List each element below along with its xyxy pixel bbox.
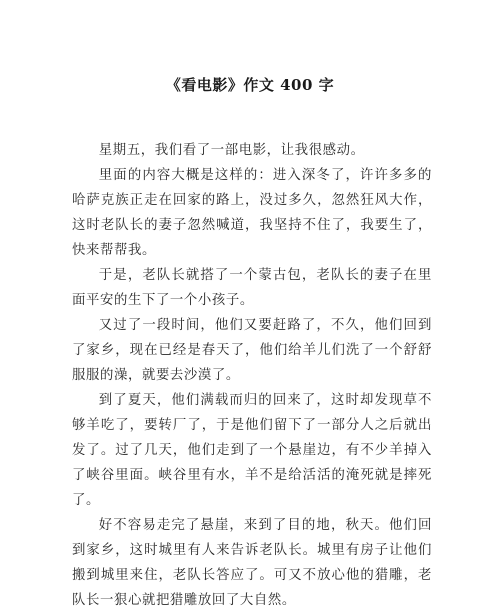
- document-title: 《看电影》作文 400 字: [165, 76, 335, 94]
- paragraph: 又过了一段时间，他们又要赶路了，不久，他们回到了家乡，现在已经是春天了，他们给羊儿们洗了一个舒舒服服的澡，就要去沙漠了。: [72, 318, 432, 383]
- paragraph: 星期五，我们看了一部电影，让我很感动。: [98, 143, 365, 158]
- document-body: [72, 138, 432, 613]
- paragraph: 于是，老队长就搭了一个蒙古包，老队长的妻子在里面平安的生下了一个小孩子。: [72, 268, 432, 308]
- paragraph: 到了夏天，他们满载而归的回来了，这时却发现草不够羊吃了，要转厂了，于是他们留下了一部分人之后就出发了。过了几天，他们走到了一个悬崖边，有不少羊掉入了峡谷里面。峡谷里有水，羊不是给活活的淹死就是摔死了。: [72, 393, 432, 508]
- paragraph: 里面的内容大概是这样的：进入深冬了，许许多多的哈萨克族正走在回家的路上，没过多久，忽然狂风大作，这时老队长的妻子忽然喊道，我坚持不住了，我要生了，快来帮帮我。: [72, 168, 432, 258]
- paragraph: 好不容易走完了悬崖，来到了目的地，秋天。他们回到家乡，这时城里有人来告诉老队长。城里有房子让他们搬到城里来住，老队长答应了。可又不放心他的猎雕，老队长一狠心就把猎雕放回了大自然。: [72, 518, 432, 608]
